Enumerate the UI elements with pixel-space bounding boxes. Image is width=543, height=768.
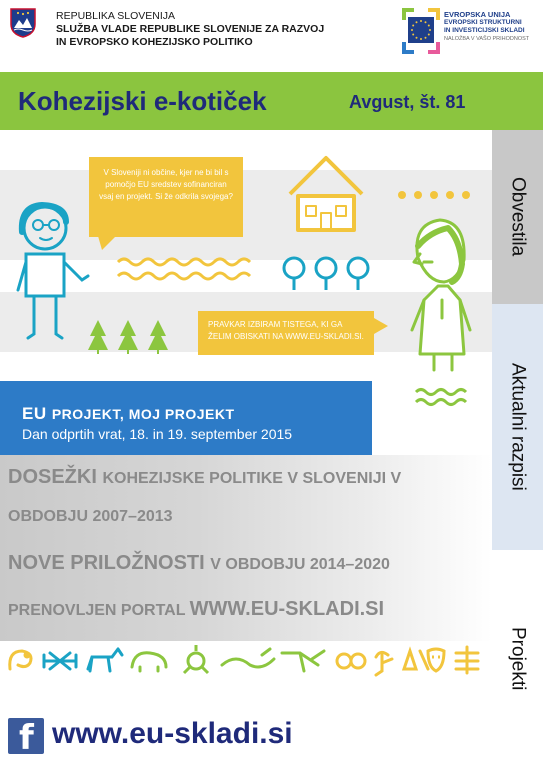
bubble-tail-icon (374, 318, 388, 334)
newsletter-banner (0, 72, 543, 130)
highlight-portal-label: PRENOVLJEN PORTAL (8, 602, 190, 619)
highlight-line-3 (8, 552, 390, 575)
highlight-line-1 (8, 466, 401, 489)
speech-bubble-answer: PRAVKAR IZBIRAM TISTEGA, KI GA ŽELIM OBISKATI NA WWW.EU-SKLADI.SI. (198, 311, 374, 355)
gov-line-3: IN EVROPSKO KOHEZIJSKO POLITIKO (56, 36, 253, 48)
project-title (22, 404, 235, 424)
bubble-tail-icon (98, 236, 116, 250)
eu-flag-icon (402, 8, 440, 54)
rooster-symbol-icon (404, 651, 428, 669)
project-title-rest: PROJEKT, MOJ PROJEKT (51, 406, 235, 422)
folk-symbols-row (0, 641, 492, 681)
government-office-name (56, 10, 324, 49)
eu-line-3: IN INVESTICIJSKI SKLADI (444, 27, 525, 34)
slovenia-coat-of-arms-icon (10, 8, 36, 38)
insect-symbol-icon (44, 653, 76, 669)
eu-line-2: EVROPSKI STRUKTURNI (444, 19, 522, 26)
highlight-achievements: DOSEŽKI (8, 466, 103, 488)
eu-funds-logo (402, 8, 534, 60)
newsletter-title: Kohezijski e-kotiček (18, 86, 267, 116)
tab-projekti-label: Projekti (507, 627, 529, 691)
newsletter-issue: Avgust, št. 81 (349, 92, 466, 112)
speech-bubble-question: V Sloveniji ni občine, kjer ne bi bil s pomočjo EU sredstev sofinanciran vsaj en projekt. Si že odkrila svojega? (89, 157, 243, 237)
pattern-symbol-icon (456, 647, 478, 673)
deer-symbol-icon (282, 651, 324, 671)
project-subtitle: Dan odprtih vrat, 18. in 19. september 2015 (22, 426, 293, 442)
highlight-line-2: OBDOBJU 2007–2013 (8, 508, 173, 525)
facebook-icon[interactable] (8, 718, 44, 758)
tab-aktualni-razpisi[interactable] (492, 304, 543, 550)
eu-line-4: NALOŽBA V VAŠO PRIHODNOST (444, 36, 530, 42)
mask-symbol-icon (428, 649, 444, 671)
tab-aktualni-razpisi-label: Aktualni razpisi (507, 363, 529, 491)
tab-projekti[interactable] (492, 550, 543, 768)
horse-symbol-icon (88, 649, 122, 671)
header (0, 0, 543, 72)
bee-symbol-icon (337, 654, 351, 668)
facebook-glyph: f (19, 718, 34, 758)
website-link[interactable]: www.eu-skladi.si (52, 717, 293, 750)
highlight-period: V OBDOBJU 2014–2020 (210, 556, 390, 573)
eu-funds-text (444, 11, 529, 43)
highlight-opportunities: NOVE PRILOŽNOSTI (8, 552, 211, 574)
eu-line-1: EVROPSKA UNIJA (444, 10, 511, 19)
highlight-cohesion: KOHEZIJSKE POLITIKE V SLOVENIJI V (102, 470, 402, 487)
tab-obvestila-label: Obvestila (507, 177, 529, 257)
gov-line-2: SLUŽBA VLADE REPUBLIKE SLOVENIJE ZA RAZVOJ (56, 23, 325, 35)
highlight-line-4 (8, 598, 384, 621)
tab-obvestila[interactable] (492, 130, 543, 304)
pine-trees-icon (88, 320, 168, 354)
sun-symbol-icon (188, 653, 204, 669)
animal-symbol-icon (132, 653, 166, 671)
gov-line-1: REPUBLIKA SLOVENIJA (56, 10, 176, 22)
project-title-eu: EU (22, 404, 52, 423)
highlight-portal-url[interactable]: WWW.EU-SKLADI.SI (189, 598, 385, 620)
bird-symbol-icon (222, 649, 274, 667)
seahorse-symbol-icon (376, 652, 392, 675)
